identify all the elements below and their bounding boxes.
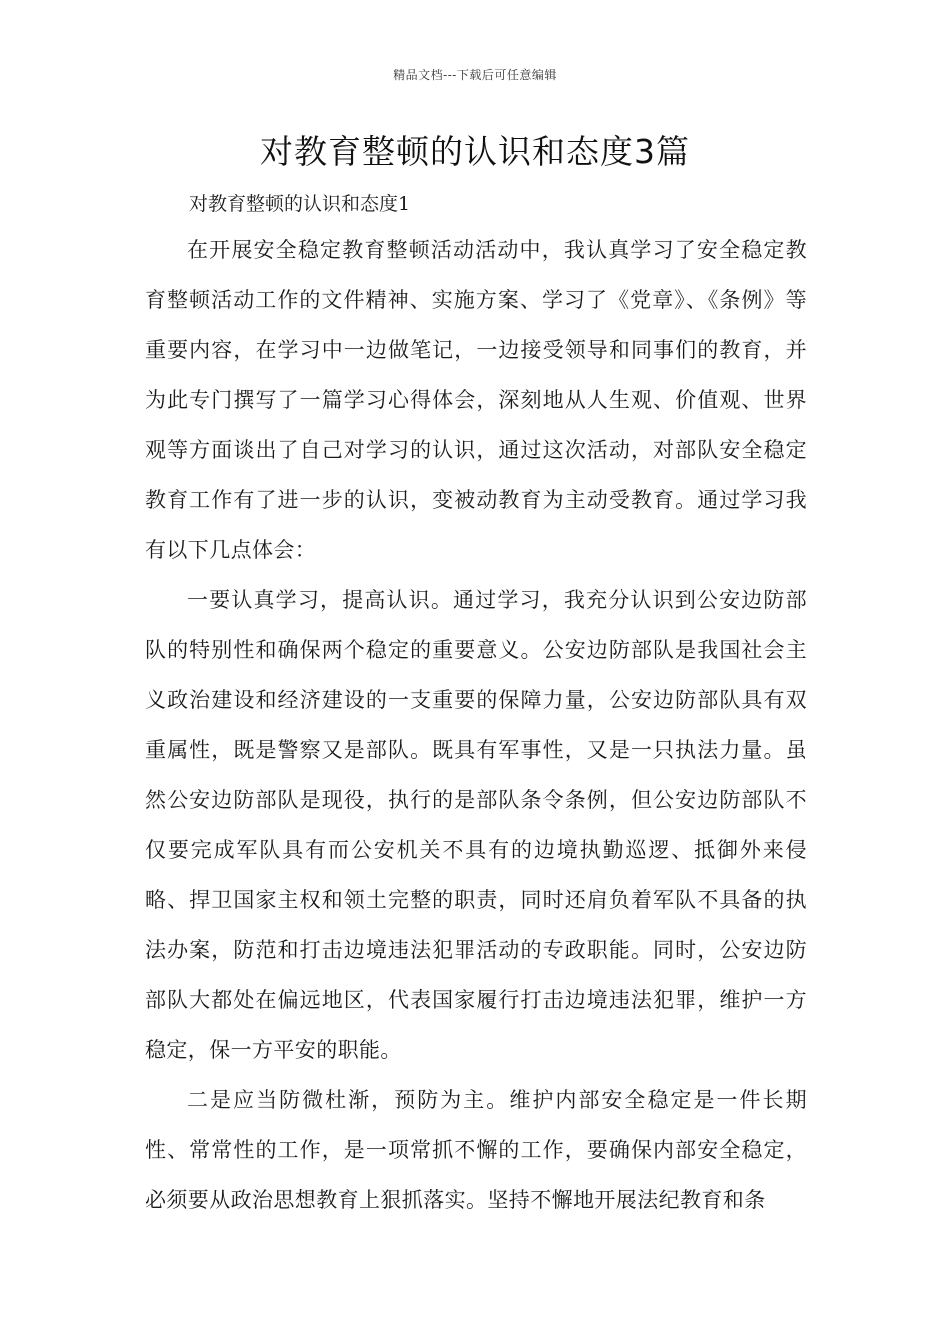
paragraph-3: 二是应当防微杜渐，预防为主。维护内部安全稳定是一件长期性、常常性的工作，是一项常抓不懈的工作，要确保内部安全稳定，必须要从政治思想教育上狠抓落实。坚持不懈地开展法纪教育和条 xyxy=(145,1088,807,1212)
paragraph-1: 在开展安全稳定教育整顿活动活动中，我认真学习了安全稳定教育整顿活动工作的文件精神、实施方案、学习了《党章》、《条例》等重要内容，在学习中一边做笔记，一边接受领导和同事们的教育，并为此专门撰写了一篇学习心得体会，深刻地从人生观、价值观、世界观等方面谈出了自己对学习的认识，通过这次活动，对部队安全稳定教育工作有了进一步的认识，变被动教育为主动受教育。通过学习我有以下几点体会： xyxy=(145,238,807,562)
document-title: 对教育整顿的认识和态度3篇 xyxy=(260,132,690,171)
body-text xyxy=(145,225,807,1225)
header-note: 精品文档---下载后可任意编辑 xyxy=(393,68,557,82)
paragraph-2: 一要认真学习，提高认识。通过学习，我充分认识到公安边防部队的特别性和确保两个稳定的重要意义。公安边防部队是我国社会主义政治建设和经济建设的一支重要的保障力量，公安边防部队具有双重属性，既是警察又是部队。既具有军事性，又是一只执法力量。虽然公安边防部队是现役，执行的是部队条令条例，但公安边防部队不仅要完成军队具有而公安机关不具有的边境执勤巡逻、抵御外来侵略、捍卫国家主权和领土完整的职责，同时还肩负着军队不具备的执法办案，防范和打击边境违法犯罪活动的专政职能。同时，公安边防部队大都处在偏远地区，代表国家履行打击边境违法犯罪，维护一方稳定，保一方平安的职能。 xyxy=(145,588,807,1062)
section-heading: 对教育整顿的认识和态度1 xyxy=(189,193,411,215)
